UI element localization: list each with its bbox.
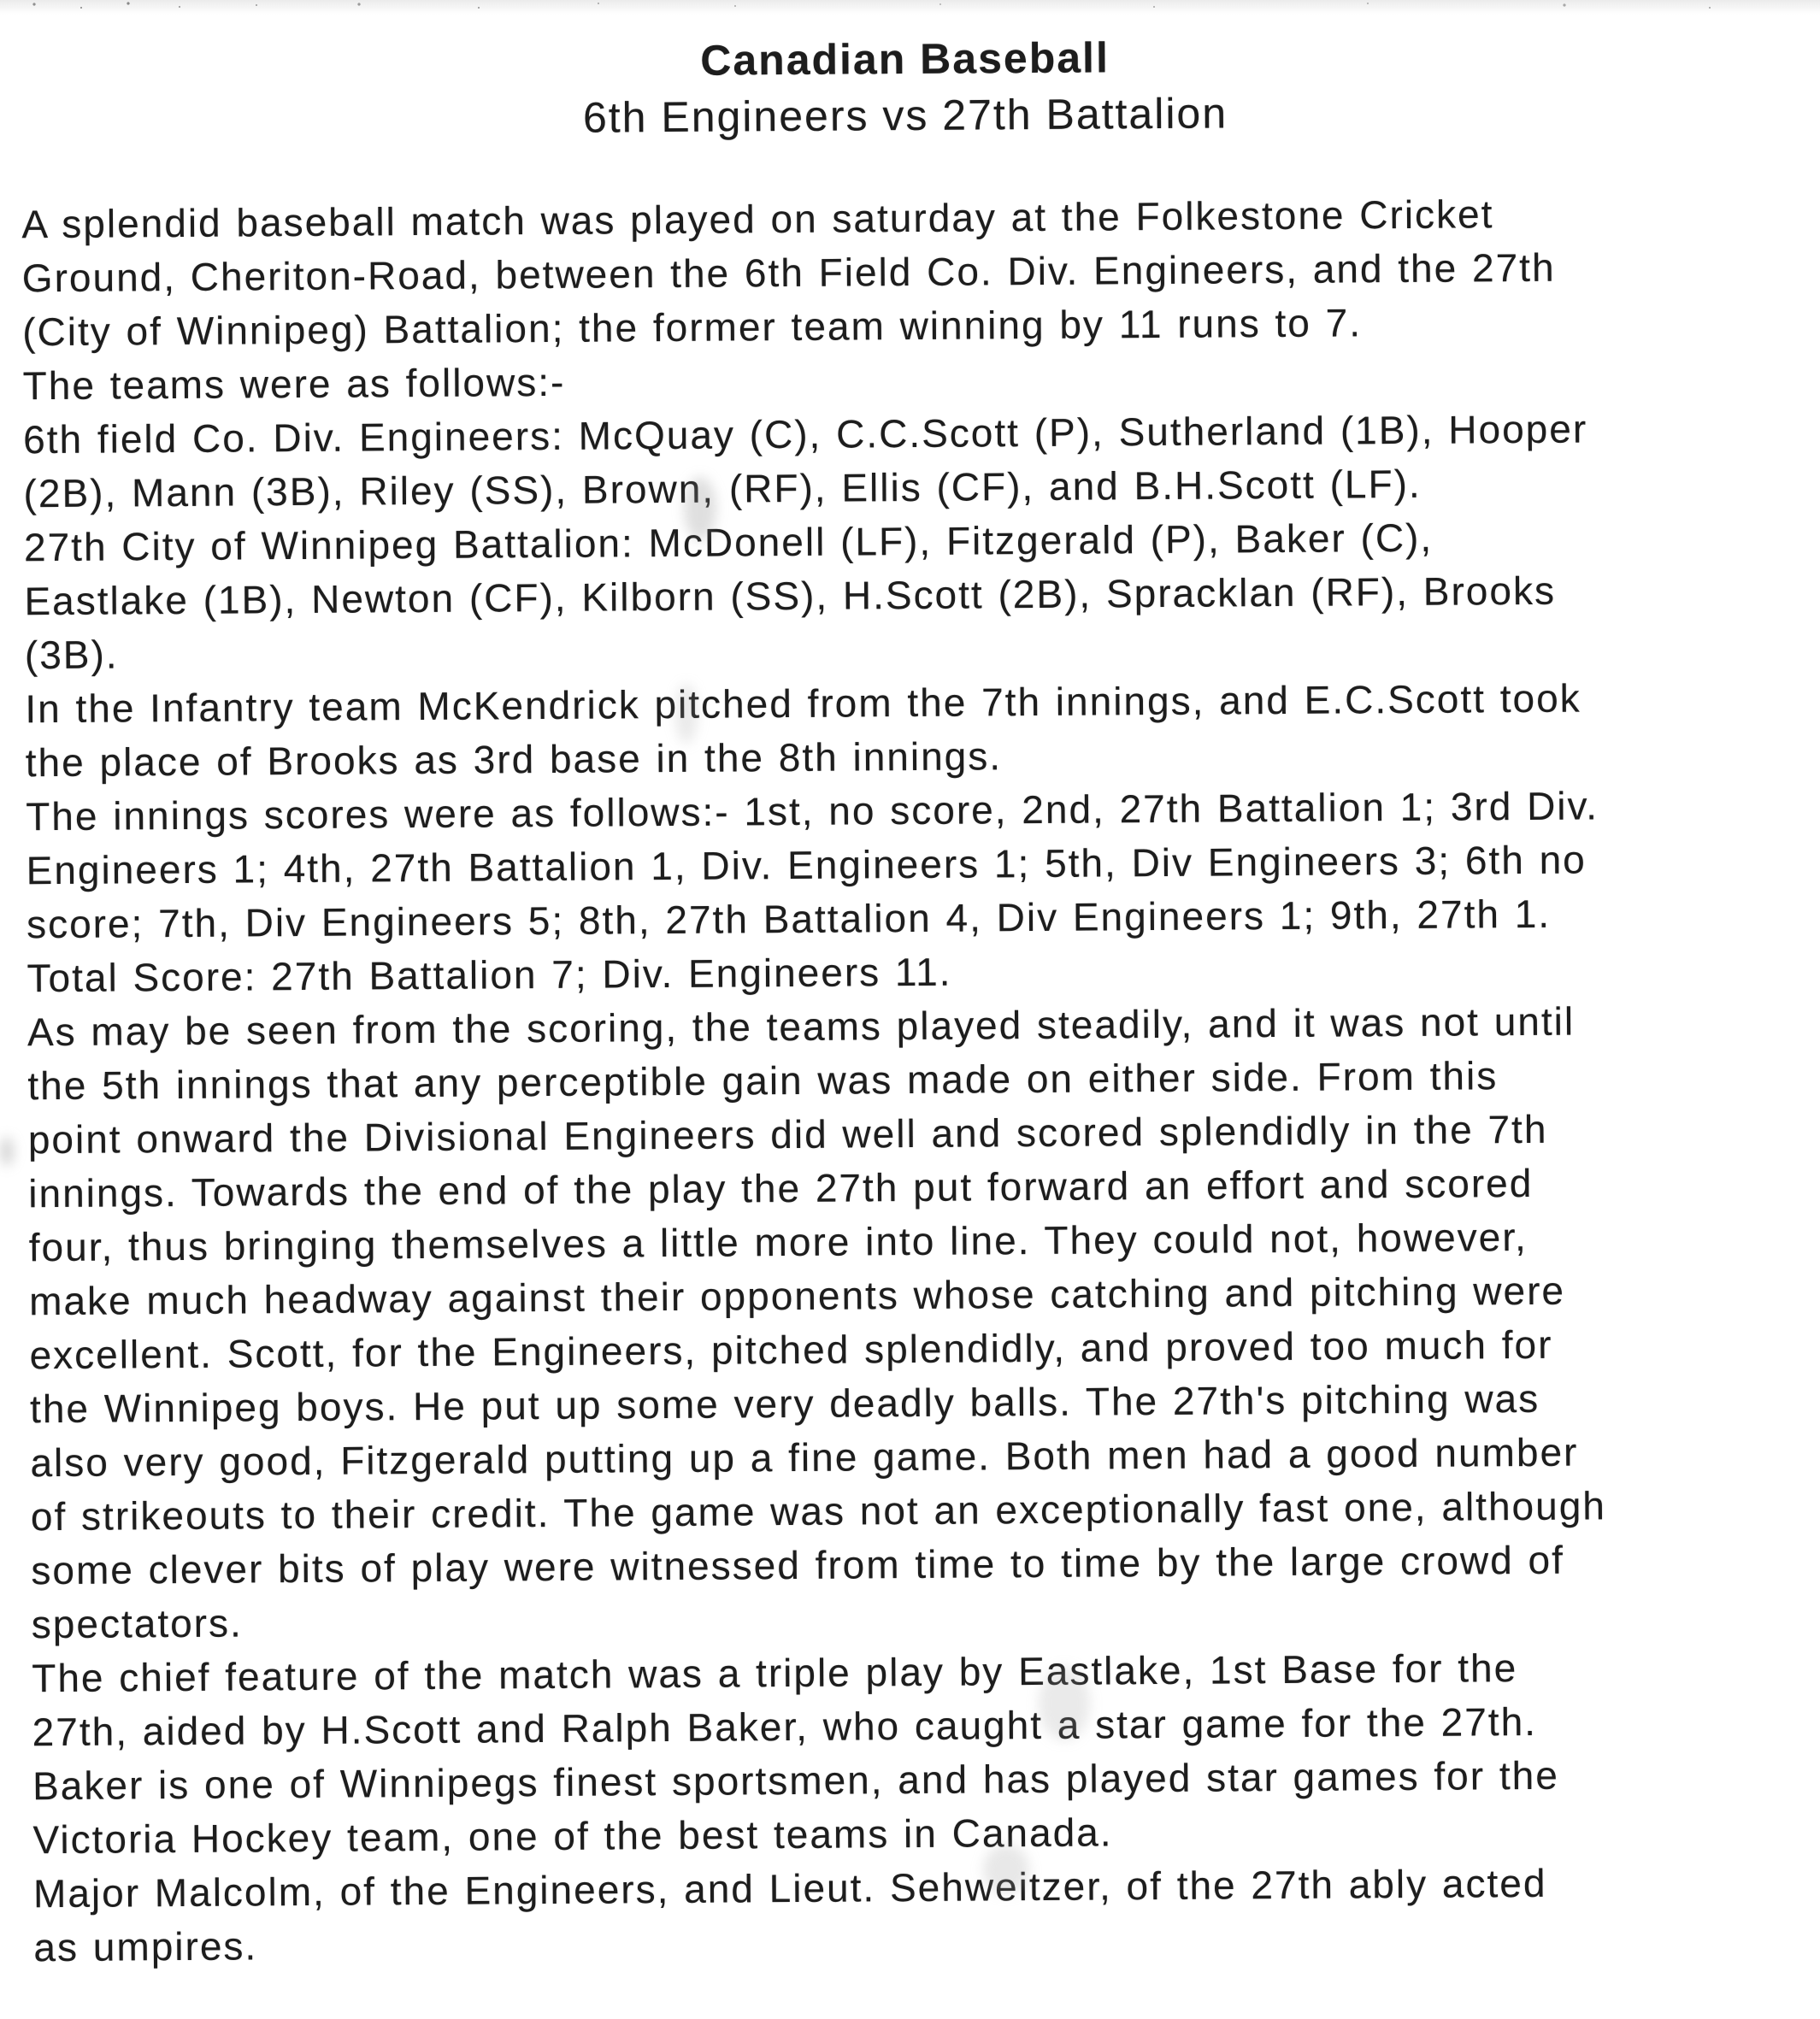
body-line: The teams were as follows:- [22,359,566,409]
body-line: also very good, Fitzgerald putting up a fine game. Both men had a good number [30,1429,1579,1486]
scan-smudge [684,477,716,540]
body-line: 27th City of Winnipeg Battalion: McDonell (LF), Fitzgerald (P), Baker (C), [23,515,1434,570]
body-line: the Winnipeg boys. He put up some very deadly balls. The 27th's pitching was [29,1375,1540,1432]
body-line: some clever bits of play were witnessed from time to time by the large crowd of [31,1537,1565,1593]
body-line: of strikeouts to their credit. The game was not an exceptionally fast one, although [30,1483,1607,1539]
body-line: Ground, Cheriton-Road, between the 6th Field Co. Div. Engineers, and the 27th [21,244,1556,301]
body-line: Eastlake (1B), Newton (CF), Kilborn (SS), H.Scott (2B), Spracklan (RF), Brooks [24,568,1557,624]
body-line: Victoria Hockey team, one of the best teams in Canada. [32,1810,1113,1863]
scan-smudge [0,1137,14,1166]
body-line: In the Infantry team McKendrick pitched from the 7th innings, and E.C.Scott took [25,675,1581,732]
scan-smudge [1039,1667,1090,1740]
body-line: Baker is one of Winnipegs finest sportsmen, and has played star games for the [32,1752,1560,1809]
body-line: Engineers 1; 4th, 27th Battalion 1, Div. Engineers 1; 5th, Div Engineers 3; 6th no [26,837,1587,893]
body-line: A splendid baseball match was played on saturday at the Folkestone Cricket [21,191,1494,247]
body-line: (3B). [24,632,119,678]
scan-smudge [675,684,698,744]
body-line: As may be seen from the scoring, the teams played steadily, and it was not until [27,998,1576,1055]
body-line: four, thus bringing themselves a little more into line. They could not, however, [28,1214,1528,1270]
body-line: spectators. [31,1600,243,1647]
article-subtitle: 6th Engineers vs 27th Battalion [582,89,1228,142]
body-line: (2B), Mann (3B), Riley (SS), Brown, (RF), Ellis (CF), and B.H.Scott (LF). [23,461,1422,516]
body-line: 27th, aided by H.Scott and Ralph Baker, who caught a star game for the 27th. [32,1698,1538,1755]
body-line: The chief feature of the match was a triple play by Eastlake, 1st Base for the [32,1645,1518,1701]
body-line: (City of Winnipeg) Battalion; the former team winning by 11 runs to 7. [22,300,1363,355]
body-line: point onward the Divisional Engineers did well and scored splendidly in the 7th [27,1106,1548,1163]
article-body [0,185,1820,1975]
body-line: innings. Towards the end of the play the 27th put forward an effort and scored [28,1160,1534,1216]
body-line: Total Score: 27th Battalion 7; Div. Engineers 11. [27,949,952,1001]
body-line: Major Malcolm, of the Engineers, and Lieut. Sehweitzer, of the 27th ably acted [32,1860,1547,1916]
body-line: as umpires. [33,1923,258,1970]
article-title: Canadian Baseball [700,33,1110,85]
body-line: score; 7th, Div Engineers 5; 8th, 27th Battalion 4, Div Engineers 1; 9th, 27th 1. [26,891,1552,947]
body-line: 6th field Co. Div. Engineers: McQuay (C), C.C.Scott (P), Sutherland (1B), Hooper [22,406,1588,462]
body-line: make much headway against their opponents whose catching and pitching were [28,1268,1566,1324]
body-line: excellent. Scott, for the Engineers, pitched splendidly, and proved too much for [29,1321,1553,1378]
body-line: the 5th innings that any perceptible gain was made on either side. From this [27,1053,1499,1109]
body-line: The innings scores were as follows:- 1st, no score, 2nd, 27th Battalion 1; 3rd Div. [26,783,1599,839]
scan-smudge [983,1845,1029,1894]
body-line: the place of Brooks as 3rd base in the 8th innings. [25,733,1003,786]
